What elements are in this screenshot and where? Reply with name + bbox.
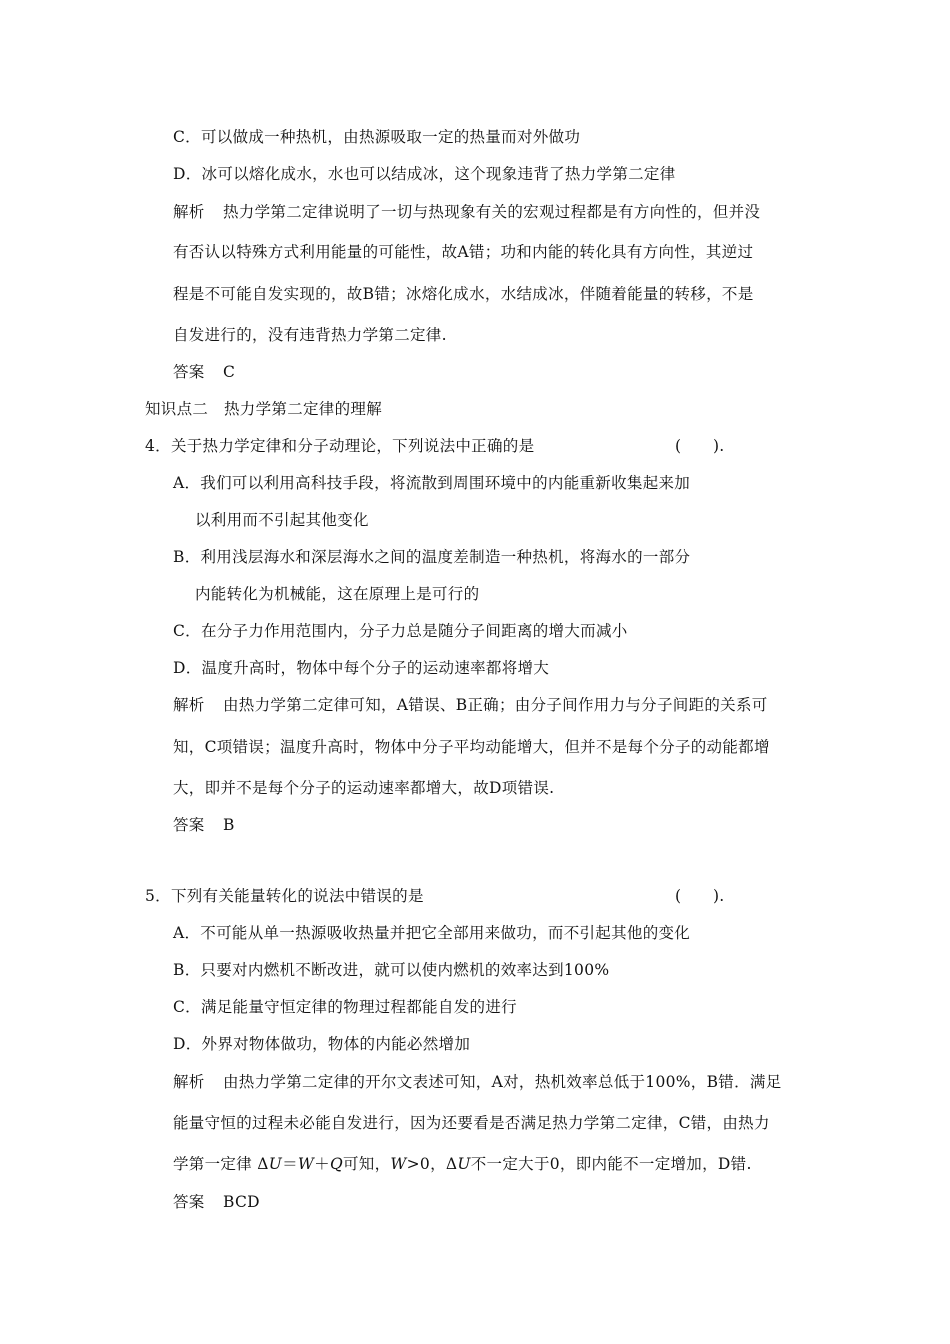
q5-option-d: D．外界对物体做功，物体的内能必然增加 [173,1035,471,1053]
q5-answer-bracket: ( ). [675,887,725,905]
analysis-label: 解析 [173,696,205,714]
answer-value: B [223,816,235,834]
q5-analysis-line-2: 能量守恒的过程未必能自发进行，因为还要看是否满足热力学第二定律，C错，由热力 [173,1114,770,1132]
q4-answer-bracket: ( ). [675,437,725,455]
answer-value: BCD [223,1193,260,1211]
q4-option-b-cont: 内能转化为机械能，这在原理上是可行的 [195,585,480,603]
q3-analysis-line-2: 有否认以特殊方式利用能量的可能性，故A错；功和内能的转化具有方向性，其逆过 [173,243,754,261]
answer-value: C [223,363,236,381]
symbol-u: U [457,1155,471,1173]
q5-option-a: A．不可能从单一热源吸收热量并把它全部用来做功，而不引起其他的变化 [173,924,691,942]
q4-option-a-cont: 以利用而不引起其他变化 [195,511,369,529]
q4-option-b: B．利用浅层海水和深层海水之间的温度差制造一种热机，将海水的一部分 [173,548,691,566]
q3-analysis-line-4: 自发进行的，没有违背热力学第二定律. [173,326,447,344]
symbol-q: Q [329,1155,343,1173]
q5-answer [173,1192,260,1212]
q4-analysis-line-3: 大，即并不是每个分子的运动速率都增大，故D项错误. [173,779,555,797]
q4-analysis-line-1: 解析 由热力学第二定律可知，A错误、B正确；由分子间作用力与分子间距的关系可 [173,696,768,714]
q5-option-b: B．只要对内燃机不断改进，就可以使内燃机的效率达到100% [173,961,610,979]
answer-label: 答案 [173,363,205,381]
q5-stem: 5．下列有关能量转化的说法中错误的是 [145,887,424,905]
analysis-label: 解析 [173,203,205,221]
section-title: 知识点二 热力学第二定律的理解 [145,400,383,418]
q4-answer [173,815,235,835]
analysis-label: 解析 [173,1073,205,1091]
q5-option-c: C．满足能量守恒定律的物理过程都能自发的进行 [173,998,517,1016]
q4-option-a: A．我们可以利用高科技手段，将流散到周围环境中的内能重新收集起来加 [173,474,691,492]
q5-analysis-line-3: 学第一定律 ΔU＝W＋Q可知，W>0，ΔU不一定大于0，即内能不一定增加，D错. [173,1155,752,1173]
q3-analysis-line-1: 解析 热力学第二定律说明了一切与热现象有关的宏观过程都是有方向性的，但并没 [173,203,761,221]
symbol-u: U [268,1155,283,1173]
symbol-w: W [297,1155,315,1173]
q4-option-d: D．温度升高时，物体中每个分子的运动速率都将增大 [173,659,550,677]
q4-analysis-line-2: 知，C项错误；温度升高时，物体中分子平均动能增大，但并不是每个分子的动能都增 [173,738,770,756]
q3-option-c: C．可以做成一种热机，由热源吸取一定的热量而对外做功 [173,128,581,146]
answer-label: 答案 [173,1193,205,1211]
q3-analysis-line-3: 程是不可能自发实现的，故B错；冰熔化成水，水结成冰，伴随着能量的转移，不是 [173,285,754,303]
q4-option-c: C．在分子力作用范围内，分子力总是随分子间距离的增大而减小 [173,622,628,640]
answer-label: 答案 [173,816,205,834]
q4-stem: 4．关于热力学定律和分子动理论，下列说法中正确的是 [145,437,535,455]
q5-analysis-line-1: 解析 由热力学第二定律的开尔文表述可知，A对，热机效率总低于100%，B错．满足 [173,1073,782,1091]
q3-option-d: D．冰可以熔化成水，水也可以结成冰，这个现象违背了热力学第二定律 [173,165,676,183]
q3-answer [173,362,235,382]
symbol-w: W [390,1155,407,1173]
